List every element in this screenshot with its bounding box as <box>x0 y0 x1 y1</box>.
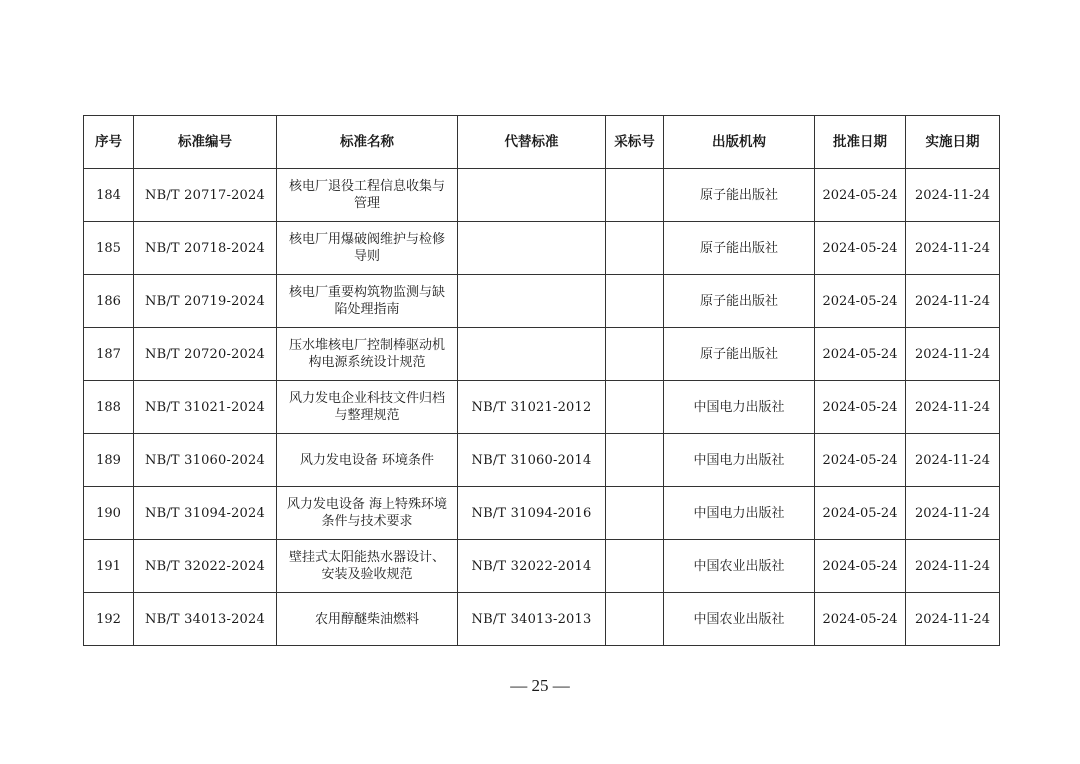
cell-publisher: 原子能出版社 <box>664 169 815 222</box>
standards-table <box>83 115 1000 646</box>
cell-replaced-standard <box>458 222 606 275</box>
cell-serial: 192 <box>84 593 134 646</box>
cell-publisher: 原子能出版社 <box>664 275 815 328</box>
table-row <box>84 169 1000 222</box>
table-row <box>84 222 1000 275</box>
cell-serial: 187 <box>84 328 134 381</box>
cell-adopted-code <box>606 169 664 222</box>
cell-adopted-code <box>606 275 664 328</box>
cell-standard-code: NB/T 34013-2024 <box>134 593 277 646</box>
header-approval-date: 批准日期 <box>815 116 906 169</box>
cell-standard-name: 农用醇醚柴油燃料 <box>277 593 458 646</box>
cell-publisher: 中国电力出版社 <box>664 381 815 434</box>
cell-publisher: 中国农业出版社 <box>664 540 815 593</box>
cell-standard-code: NB/T 20720-2024 <box>134 328 277 381</box>
cell-adopted-code <box>606 487 664 540</box>
cell-publisher: 中国电力出版社 <box>664 487 815 540</box>
cell-standard-code: NB/T 20719-2024 <box>134 275 277 328</box>
header-standard-code: 标准编号 <box>134 116 277 169</box>
cell-standard-name: 核电厂用爆破阀维护与检修导则 <box>277 222 458 275</box>
table-row <box>84 381 1000 434</box>
cell-standard-name: 风力发电企业科技文件归档与整理规范 <box>277 381 458 434</box>
cell-approval-date: 2024-05-24 <box>815 593 906 646</box>
cell-serial: 185 <box>84 222 134 275</box>
header-serial: 序号 <box>84 116 134 169</box>
cell-serial: 191 <box>84 540 134 593</box>
cell-approval-date: 2024-05-24 <box>815 275 906 328</box>
cell-standard-code: NB/T 20717-2024 <box>134 169 277 222</box>
cell-adopted-code <box>606 381 664 434</box>
cell-replaced-standard: NB/T 31060-2014 <box>458 434 606 487</box>
cell-approval-date: 2024-05-24 <box>815 434 906 487</box>
cell-publisher: 原子能出版社 <box>664 328 815 381</box>
cell-standard-name: 压水堆核电厂控制棒驱动机构电源系统设计规范 <box>277 328 458 381</box>
cell-standard-name: 核电厂重要构筑物监测与缺陷处理指南 <box>277 275 458 328</box>
table-header-row <box>84 116 1000 169</box>
cell-replaced-standard <box>458 169 606 222</box>
cell-publisher: 原子能出版社 <box>664 222 815 275</box>
cell-adopted-code <box>606 222 664 275</box>
cell-adopted-code <box>606 328 664 381</box>
cell-effective-date: 2024-11-24 <box>906 593 1000 646</box>
cell-effective-date: 2024-11-24 <box>906 169 1000 222</box>
cell-effective-date: 2024-11-24 <box>906 434 1000 487</box>
cell-standard-code: NB/T 20718-2024 <box>134 222 277 275</box>
cell-standard-code: NB/T 32022-2024 <box>134 540 277 593</box>
table-row <box>84 328 1000 381</box>
cell-standard-code: NB/T 31094-2024 <box>134 487 277 540</box>
cell-adopted-code <box>606 593 664 646</box>
cell-replaced-standard: NB/T 31021-2012 <box>458 381 606 434</box>
cell-approval-date: 2024-05-24 <box>815 487 906 540</box>
cell-standard-name: 风力发电设备 环境条件 <box>277 434 458 487</box>
cell-serial: 186 <box>84 275 134 328</box>
cell-effective-date: 2024-11-24 <box>906 222 1000 275</box>
header-standard-name: 标准名称 <box>277 116 458 169</box>
cell-standard-code: NB/T 31021-2024 <box>134 381 277 434</box>
table-row <box>84 434 1000 487</box>
cell-approval-date: 2024-05-24 <box>815 169 906 222</box>
header-effective-date: 实施日期 <box>906 116 1000 169</box>
cell-effective-date: 2024-11-24 <box>906 540 1000 593</box>
cell-standard-name: 壁挂式太阳能热水器设计、安装及验收规范 <box>277 540 458 593</box>
cell-effective-date: 2024-11-24 <box>906 381 1000 434</box>
table-row <box>84 593 1000 646</box>
cell-approval-date: 2024-05-24 <box>815 540 906 593</box>
cell-replaced-standard <box>458 275 606 328</box>
cell-replaced-standard <box>458 328 606 381</box>
cell-serial: 189 <box>84 434 134 487</box>
cell-effective-date: 2024-11-24 <box>906 275 1000 328</box>
cell-approval-date: 2024-05-24 <box>815 328 906 381</box>
header-replaced-standard: 代替标准 <box>458 116 606 169</box>
cell-standard-name: 核电厂退役工程信息收集与管理 <box>277 169 458 222</box>
cell-serial: 188 <box>84 381 134 434</box>
cell-effective-date: 2024-11-24 <box>906 487 1000 540</box>
cell-publisher: 中国电力出版社 <box>664 434 815 487</box>
cell-adopted-code <box>606 540 664 593</box>
cell-adopted-code <box>606 434 664 487</box>
cell-replaced-standard: NB/T 32022-2014 <box>458 540 606 593</box>
cell-standard-code: NB/T 31060-2024 <box>134 434 277 487</box>
header-adopted-code: 采标号 <box>606 116 664 169</box>
table-row <box>84 275 1000 328</box>
cell-replaced-standard: NB/T 31094-2016 <box>458 487 606 540</box>
header-publisher: 出版机构 <box>664 116 815 169</box>
table-row <box>84 487 1000 540</box>
cell-approval-date: 2024-05-24 <box>815 222 906 275</box>
table-row <box>84 540 1000 593</box>
page-number: — 25 — <box>510 676 570 695</box>
cell-replaced-standard: NB/T 34013-2013 <box>458 593 606 646</box>
cell-effective-date: 2024-11-24 <box>906 328 1000 381</box>
cell-approval-date: 2024-05-24 <box>815 381 906 434</box>
cell-standard-name: 风力发电设备 海上特殊环境条件与技术要求 <box>277 487 458 540</box>
cell-serial: 184 <box>84 169 134 222</box>
cell-serial: 190 <box>84 487 134 540</box>
cell-publisher: 中国农业出版社 <box>664 593 815 646</box>
